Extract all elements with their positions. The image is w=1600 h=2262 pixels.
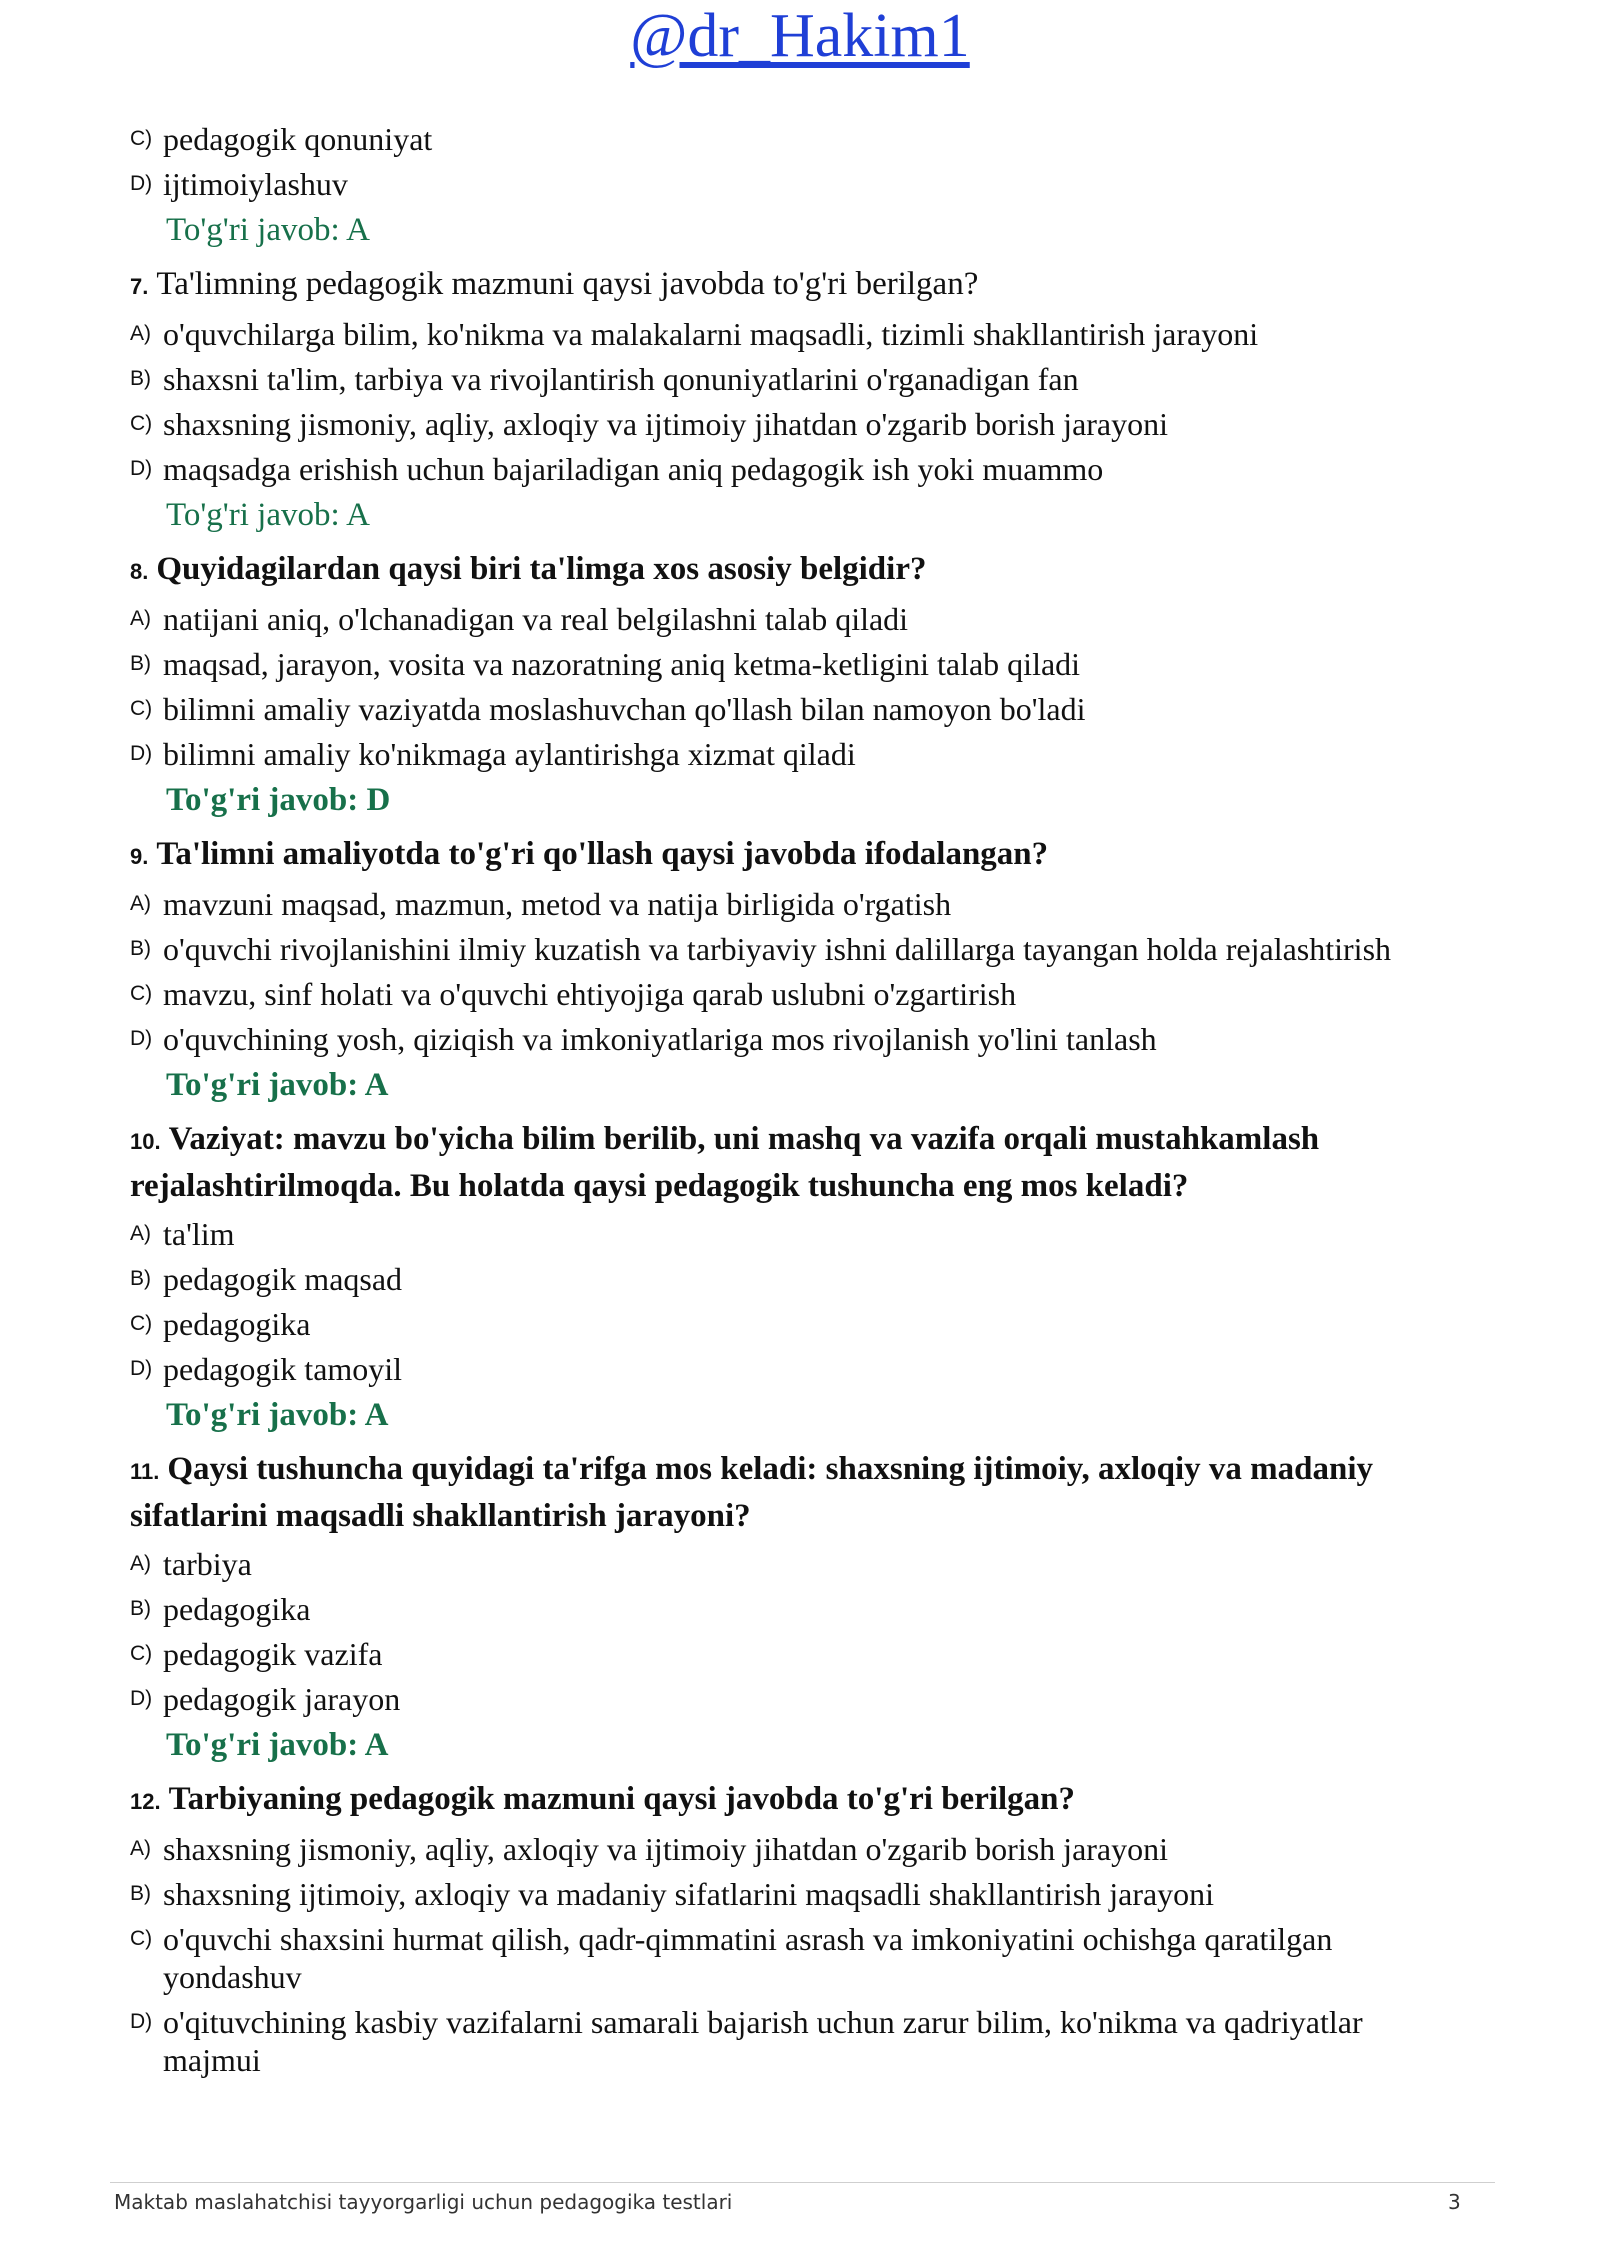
option-letter: D) <box>130 1357 153 1380</box>
question-text: Qaysi tushuncha quyidagi ta'rifga mos keladi: shaxsning ijtimoiy, axloqiy va madaniy sifatlarini maqsadli shakllantirish jarayoni? <box>130 1451 1374 1534</box>
question-7 <box>130 262 1460 309</box>
option-text: bilimni amaliy vaziyatda moslashuvchan qo'llash bilan namoyon bo'ladi <box>163 691 1086 727</box>
option-letter: B) <box>130 367 151 390</box>
option-a <box>130 600 1460 638</box>
option-text: o'quvchilarga bilim, ko'nikma va malakalarni maqsadli, tizimli shakllantirish jarayoni <box>163 316 1259 352</box>
question-number: 9. <box>130 844 149 869</box>
option-letter: C) <box>130 697 153 720</box>
option-text: bilimni amaliy ko'nikmaga aylantirishga xizmat qiladi <box>163 736 856 772</box>
option-letter: D) <box>130 172 153 195</box>
option-a <box>130 1215 1460 1253</box>
question-text: Ta'limni amaliyotda to'g'ri qo'llash qaysi javobda ifodalangan? <box>156 836 1049 872</box>
option-text: natijani aniq, o'lchanadigan va real belgilashni talab qiladi <box>163 601 909 637</box>
option-letter: C) <box>130 127 153 150</box>
question-12 <box>130 1777 1460 1824</box>
option-letter: A) <box>130 892 151 915</box>
question-text: Quyidagilardan qaysi biri ta'limga xos asosiy belgidir? <box>156 551 927 587</box>
option-c <box>130 975 1460 1013</box>
option-d <box>130 2003 1460 2079</box>
question-11 <box>130 1447 1460 1539</box>
option-d <box>130 1020 1460 1058</box>
option-letter: D) <box>130 2010 153 2033</box>
option-b <box>130 930 1460 968</box>
question-text: Vaziyat: mavzu bo'yicha bilim berilib, uni mashq va vazifa orqali mustahkamlash rejalashtirilmoqda. Bu holatda qaysi pedagogik tushuncha eng mos keladi? <box>130 1121 1320 1204</box>
option-text: mavzu, sinf holati va o'quvchi ehtiyojiga qarab uslubni o'zgartirish <box>163 976 1017 1012</box>
correct-answer: To'g'ri javob: A <box>166 497 370 533</box>
option-a <box>130 315 1460 353</box>
option-letter: D) <box>130 742 153 765</box>
option-text: pedagogik jarayon <box>163 1681 401 1717</box>
option-c <box>130 690 1460 728</box>
option-text: pedagogika <box>163 1591 311 1627</box>
option-letter: C) <box>130 412 153 435</box>
option-letter: A) <box>130 607 151 630</box>
option-letter: C) <box>130 982 153 1005</box>
option-letter: A) <box>130 322 151 345</box>
option-c <box>130 1635 1460 1673</box>
option-c <box>130 120 1460 158</box>
option-text: maqsadga erishish uchun bajariladigan aniq pedagogik ish yoki muammo <box>163 451 1104 487</box>
option-d <box>130 735 1460 773</box>
option-text: ta'lim <box>163 1216 235 1252</box>
option-a <box>130 1830 1460 1868</box>
option-text: o'quvchi rivojlanishini ilmiy kuzatish va tarbiyaviy ishni dalillarga tayangan holda rejalashtirish <box>163 931 1392 967</box>
option-text: ijtimoiylashuv <box>163 166 348 202</box>
option-letter: D) <box>130 1027 153 1050</box>
option-b <box>130 1260 1460 1298</box>
option-text: o'qituvchining kasbiy vazifalarni samarali bajarish uchun zarur bilim, ko'nikma va qadriyatlar majmui <box>163 2004 1363 2078</box>
test-content <box>130 120 1460 2086</box>
correct-answer: To'g'ri javob: A <box>166 212 370 248</box>
option-letter: C) <box>130 1642 153 1665</box>
option-d <box>130 450 1460 488</box>
option-letter: D) <box>130 1687 153 1710</box>
option-b <box>130 1590 1460 1628</box>
question-text: Ta'limning pedagogik mazmuni qaysi javobda to'g'ri berilgan? <box>156 266 979 302</box>
footer-divider <box>110 2182 1495 2183</box>
question-number: 8. <box>130 559 149 584</box>
option-b <box>130 1875 1460 1913</box>
footer-title: Maktab maslahatchisi tayyorgarligi uchun pedagogika testlari <box>114 2190 733 2214</box>
question-number: 12. <box>130 1789 161 1814</box>
option-c <box>130 1920 1460 1996</box>
option-text: pedagogik vazifa <box>163 1636 383 1672</box>
option-text: shaxsni ta'lim, tarbiya va rivojlantirish qonuniyatlarini o'rganadigan fan <box>163 361 1079 397</box>
option-letter: D) <box>130 457 153 480</box>
option-text: pedagogika <box>163 1306 311 1342</box>
option-letter: B) <box>130 1597 151 1620</box>
question-number: 7. <box>130 274 149 299</box>
question-8 <box>130 547 1460 594</box>
option-letter: B) <box>130 652 151 675</box>
correct-answer: To'g'ri javob: A <box>166 1397 389 1433</box>
option-text: shaxsning jismoniy, aqliy, axloqiy va ijtimoiy jihatdan o'zgarib borish jarayoni <box>163 1831 1169 1867</box>
option-text: pedagogik tamoyil <box>163 1351 403 1387</box>
option-letter: C) <box>130 1312 153 1335</box>
option-text: o'quvchi shaxsini hurmat qilish, qadr-qimmatini asrash va imkoniyatini ochishga qaratilgan yondashuv <box>163 1921 1333 1995</box>
question-9 <box>130 832 1460 879</box>
option-letter: A) <box>130 1222 151 1245</box>
option-text: pedagogik qonuniyat <box>163 121 433 157</box>
option-text: maqsad, jarayon, vosita va nazoratning aniq ketma-ketligini talab qiladi <box>163 646 1081 682</box>
option-b <box>130 645 1460 683</box>
channel-link[interactable]: @dr_Hakim1 <box>630 2 970 70</box>
question-10 <box>130 1117 1460 1209</box>
option-text: o'quvchining yosh, qiziqish va imkoniyatlariga mos rivojlanish yo'lini tanlash <box>163 1021 1157 1057</box>
option-text: shaxsning ijtimoiy, axloqiy va madaniy sifatlarini maqsadli shakllantirish jarayoni <box>163 1876 1215 1912</box>
option-letter: B) <box>130 1267 151 1290</box>
question-number: 11. <box>130 1459 160 1484</box>
option-a <box>130 1545 1460 1583</box>
option-letter: B) <box>130 1882 151 1905</box>
option-d <box>130 165 1460 203</box>
option-letter: A) <box>130 1552 151 1575</box>
question-number: 10. <box>130 1129 161 1154</box>
option-b <box>130 360 1460 398</box>
option-letter: A) <box>130 1837 151 1860</box>
option-letter: B) <box>130 937 151 960</box>
question-text: Tarbiyaning pedagogik mazmuni qaysi javobda to'g'ri berilgan? <box>168 1781 1076 1817</box>
correct-answer: To'g'ri javob: A <box>166 1067 389 1103</box>
option-text: pedagogik maqsad <box>163 1261 403 1297</box>
page-number: 3 <box>1448 2190 1461 2214</box>
option-d <box>130 1350 1460 1388</box>
correct-answer: To'g'ri javob: A <box>166 1727 389 1763</box>
option-text: tarbiya <box>163 1546 252 1582</box>
page-header <box>0 0 1600 72</box>
option-c <box>130 405 1460 443</box>
option-c <box>130 1305 1460 1343</box>
correct-answer: To'g'ri javob: D <box>166 782 391 818</box>
option-text: shaxsning jismoniy, aqliy, axloqiy va ijtimoiy jihatdan o'zgarib borish jarayoni <box>163 406 1169 442</box>
option-d <box>130 1680 1460 1718</box>
option-text: mavzuni maqsad, mazmun, metod va natija birligida o'rgatish <box>163 886 952 922</box>
option-a <box>130 885 1460 923</box>
option-letter: C) <box>130 1927 153 1950</box>
